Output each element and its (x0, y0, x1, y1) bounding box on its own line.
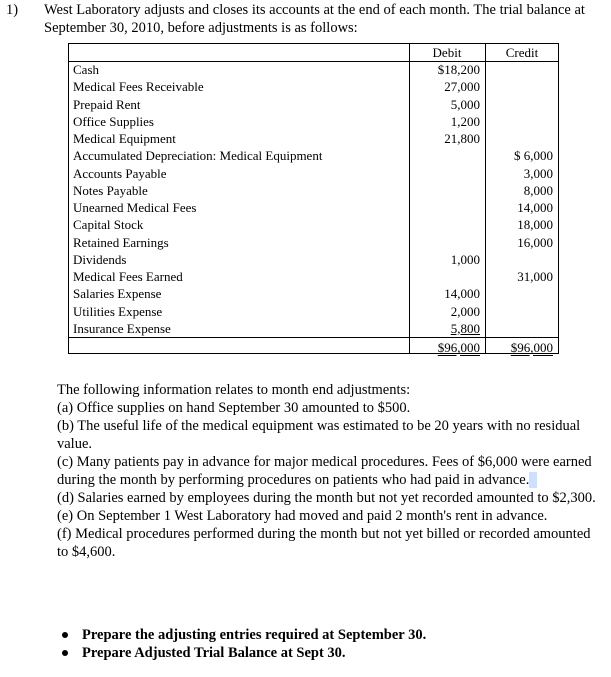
account-name: Dividends (73, 251, 127, 267)
adjustment-f: (f) Medical procedures performed during the month but not yet billed or recorded amounted to $4,600. (57, 526, 591, 560)
account-name: Utilities Expense (73, 303, 163, 319)
task-item (57, 644, 597, 662)
credit-header: Credit (505, 45, 539, 60)
text-cursor-selection (529, 472, 536, 488)
account-name: Medical Fees Earned (73, 269, 183, 284)
debit-amount: 21,800 (444, 131, 480, 146)
adjustment-c-text: (c) Many patients pay in advance for major medical procedures. Fees of $6,000 were earned during the month by performing procedures on patients who had paid in advance. (57, 454, 592, 488)
debit-amount: 1,200 (450, 113, 480, 129)
account-name: Retained Earnings (73, 234, 169, 250)
adjustment-e: (e) On September 1 West Laboratory had moved and paid 2 month's rent in advance. (57, 508, 548, 524)
credit-amount: 3,000 (523, 165, 553, 181)
account-name: Notes Payable (73, 182, 148, 198)
debit-amount: $18,200 (437, 62, 480, 77)
debit-total: $96,000 (437, 340, 480, 355)
account-name: Medical Equipment (73, 131, 176, 146)
account-name: Salaries Expense (73, 286, 162, 302)
question-block (6, 1, 606, 37)
debit-amount: 14,000 (444, 286, 480, 302)
adjustment-d: (d) Salaries earned by employees during the month but not yet recorded amounted to $2,300. (57, 490, 596, 506)
adjustment-a: (a) Office supplies on hand September 30 amounted to $500. (57, 400, 411, 416)
trial-balance-table (68, 43, 559, 354)
credit-amount: 31,000 (517, 269, 553, 284)
account-name: Accounts Payable (73, 165, 167, 181)
credit-amount: $ 6,000 (514, 148, 553, 164)
credit-amount: 16,000 (517, 234, 553, 250)
totals-divider (68, 337, 559, 338)
credit-amount: 18,000 (517, 217, 553, 233)
bullet-icon (62, 650, 68, 656)
task-text: Prepare Adjusted Trial Balance at Sept 30. (82, 645, 346, 661)
account-name: Capital Stock (73, 217, 144, 233)
task-item (57, 626, 597, 644)
header-divider (68, 61, 559, 62)
credit-amount: 8,000 (523, 182, 553, 198)
debit-amount: 27,000 (444, 79, 480, 95)
credit-amount: 14,000 (517, 200, 553, 215)
question-number: 1) (6, 2, 19, 18)
bullet-icon (62, 632, 68, 638)
account-name: Medical Fees Receivable (73, 79, 204, 95)
account-name: Cash (73, 62, 99, 77)
debit-header: Debit (432, 45, 462, 60)
debit-amount: 2,000 (450, 303, 480, 319)
adjustment-c[interactable] (57, 453, 605, 489)
task-list (57, 626, 597, 662)
debit-amount: 1,000 (450, 251, 480, 267)
adjustment-info (57, 381, 605, 561)
account-name: Prepaid Rent (73, 96, 141, 112)
task-text: Prepare the adjusting entries required at September 30. (82, 627, 427, 643)
info-intro: The following information relates to month end adjustments: (57, 382, 411, 398)
account-name: Insurance Expense (73, 320, 171, 336)
account-name: Office Supplies (73, 113, 154, 129)
question-text: West Laboratory adjusts and closes its accounts at the end of each month. The trial balance at September 30, 2010, before adjustments is as follows: (44, 2, 585, 36)
debit-amount: 5,800 (450, 320, 480, 336)
account-name: Accumulated Depreciation: Medical Equipment (73, 148, 323, 164)
adjustment-b: (b) The useful life of the medical equipment was estimated to be 20 years with no residual value. (57, 418, 581, 452)
debit-amount: 5,000 (450, 96, 480, 112)
account-name: Unearned Medical Fees (73, 200, 197, 215)
credit-total: $96,000 (510, 340, 553, 355)
